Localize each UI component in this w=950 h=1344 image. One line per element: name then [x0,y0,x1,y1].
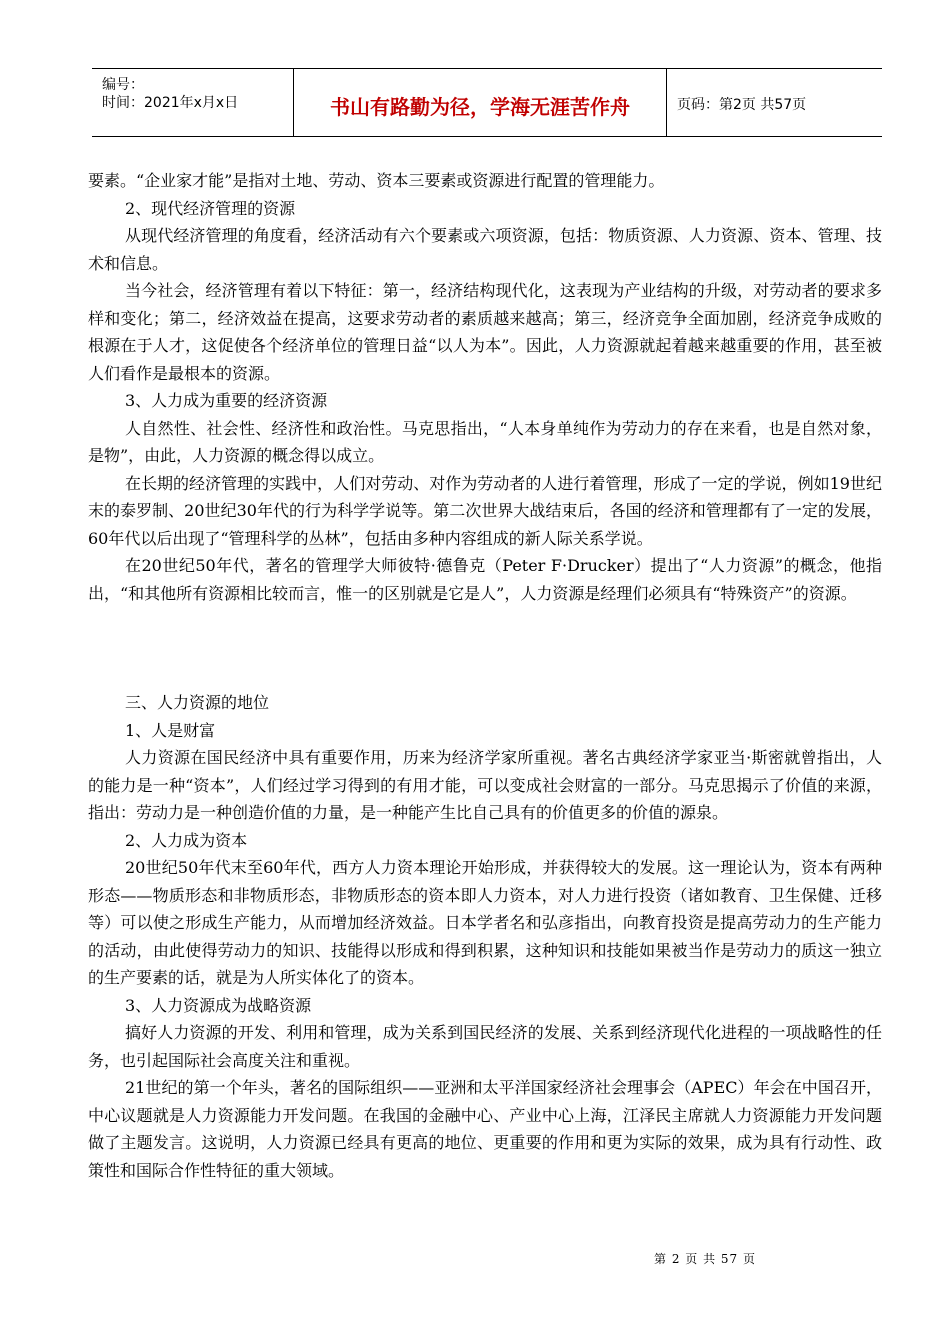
header-meta-cell [92,69,294,136]
paragraph-p15: 搞好人力资源的开发、利用和管理，成为关系到国民经济的发展、关系到经济现代化进程的一项战略性的任务，也引起国际社会高度关注和重视。 [88,1023,882,1070]
body-section-b [88,689,882,1184]
page-header [92,68,882,137]
paragraph-p08: 在20世纪50年代，著名的管理学大师彼特·德鲁克（Peter F·Drucker）提出了“人力资源”的概念，他指出，“和其他所有资源相比较而言，惟一的区别就是它是人”，人力资源是经理们必须具有“特殊资产”的资源。 [88,556,882,603]
page-footer: 第 2 页 共 57 页 [654,1252,756,1266]
paragraph-p02: 2、现代经济管理的资源 [125,198,296,218]
paragraph-p10: 1、人是财富 [125,720,216,740]
paragraph-p05: 3、人力成为重要的经济资源 [125,391,328,410]
header-motto: 书山有路勤为径，学海无涯苦作舟 [330,95,630,119]
paragraph-p04: 当今社会，经济管理有着以下特征：第一，经济结构现代化，这表现为产业结构的升级，对劳动者的要求多样和变化；第二，经济效益在提高，这要求劳动者的素质越来越高；第三，经济竞争全面加剧，经济竞争成败的根源在于人才，这促使各个经济单位的管理日益“以人为本”。因此，人力资源就起着越来越重要的作用，甚至被人们看作是最根本的资源。 [88,281,882,383]
paragraph-p11: 人力资源在国民经济中具有重要作用，历来为经济学家所重视。著名古典经济学家亚当·斯密就曾指出，人的能力是一种“资本”，人们经过学习得到的有用才能，可以变成社会财富的一部分。马克思揭示了价值的来源，指出：劳动力是一种创造价值的力量，是一种能产生比自己具有的价值更多的价值的源泉。 [88,748,882,822]
paragraph-p07: 在长期的经济管理的实践中，人们对劳动、对作为劳动者的人进行着管理，形成了一定的学说，例如19世纪末的泰罗制、20世纪30年代的行为科学学说等。第二次世界大战结束后，各国的经济和管理都有了一定的发展，60年代以后出现了“管理科学的丛林”，包括由多种内容组成的新人际关系学说。 [88,473,882,548]
header-motto-cell [294,69,667,136]
paragraph-p16: 21世纪的第一个年头，著名的国际组织——亚洲和太平洋国家经济社会理事会（APEC）年会在中国召开，中心议题就是人力资源能力开发问题。在我国的金融中心、产业中心上海，江泽民主席就人力资源能力开发问题做了主题发言。这说明，人力资源已经具有更高的地位、更重要的作用和更为实际的效果，成为具有行动性、政策性和国际合作性特征的重大领域。 [88,1078,882,1180]
paragraph-p09: 三、人力资源的地位 [125,693,270,712]
document-time-label: 时间：2021年x月x日 [102,95,239,111]
paragraph-p12: 2、人力成为资本 [125,830,248,850]
paragraph-p01: 要素。“企业家才能”是指对土地、劳动、资本三要素或资源进行配置的管理能力。 [88,171,665,190]
paragraph-p06: 人自然性、社会性、经济性和政治性。马克思指出，“人本身单纯作为劳动力的存在来看，也是自然对象，是物”，由此，人力资源的概念得以成立。 [88,418,882,465]
document-body [88,167,882,1184]
section-gap [88,607,882,689]
paragraph-p13: 20世纪50年代末至60年代，西方人力资本理论开始形成，并获得较大的发展。这一理论认为，资本有两种形态——物质形态和非物质形态，非物质形态的资本即人力资本，对人力进行投资（诸如教育、卫生保健、迁移等）可以使之形成生产能力，从而增加经济效益。日本学者名和弘彦指出，向教育投资是提高劳动力的生产能力的活动，由此使得劳动力的知识、技能得以形成和得到积累，这种知识和技能如果被当作是劳动力的质这一独立的生产要素的话，就是为人所实体化了的资本。 [88,858,882,987]
header-page-number: 页码：第2页 共57页 [677,97,807,113]
document-number-label: 编号： [102,77,144,93]
paragraph-p14: 3、人力资源成为战略资源 [125,995,312,1015]
body-section-a [88,167,882,607]
paragraph-p03: 从现代经济管理的角度看，经济活动有六个要素或六项资源，包括：物质资源、人力资源、资本、管理、技术和信息。 [88,226,882,273]
header-page-cell [667,69,882,136]
